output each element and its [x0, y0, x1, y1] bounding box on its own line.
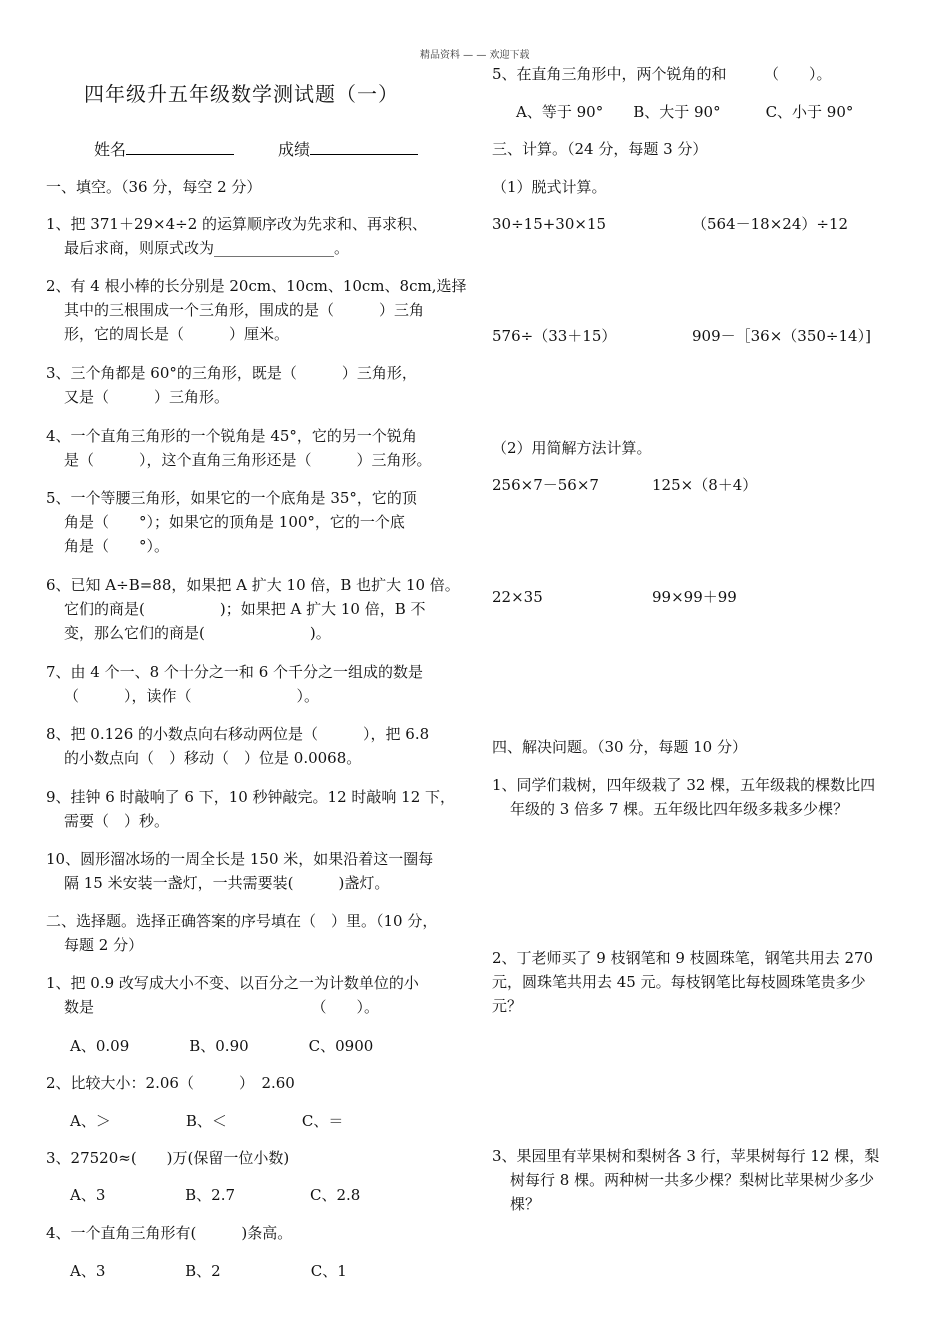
name-label: 姓名	[94, 140, 127, 159]
left-text-line: 它们的商是( )；如果把 A 扩大 10 倍，B 不	[64, 600, 426, 618]
left-text-line: 4、一个直角三角形有( )条高。	[46, 1224, 293, 1242]
right-text-line: 四、解决问题。（30 分，每题 10 分）	[492, 738, 747, 756]
score-blank	[310, 138, 418, 155]
left-text-line: 6、已知 A÷B=88，如果把 A 扩大 10 倍，B 也扩大 10 倍。	[46, 576, 460, 594]
left-text-line: A、＞ B、＜ C、＝	[70, 1112, 344, 1130]
right-text-line: 树每行 8 棵。两种树一共多少棵？梨树比苹果树少多少	[510, 1171, 875, 1189]
left-text-line: 1、把 371＋29×4÷2 的运算顺序改为先求和、再求积、	[46, 215, 428, 233]
left-text-line: 隔 15 米安装一盏灯，一共需要装( )盏灯。	[64, 874, 390, 892]
left-text-line: 变，那么它们的商是( )。	[64, 624, 331, 642]
left-text-line: 一、填空。（36 分，每空 2 分）	[46, 178, 262, 196]
right-text-line: 元？	[492, 997, 523, 1015]
left-text-line: 每题 2 分）	[64, 936, 144, 954]
watermark-text: 精品资料 — — 欢迎下载	[420, 50, 530, 61]
left-text-line: 需要（ ）秒。	[64, 812, 170, 830]
left-text-line: 10、圆形溜冰场的一周全长是 150 米，如果沿着这一圈每	[46, 850, 434, 868]
right-text-line: 年级的 3 倍多 7 棵。五年级比四年级多栽多少棵？	[510, 800, 849, 818]
right-text-line: A、等于 90° B、大于 90° C、小于 90°	[516, 103, 854, 121]
left-text-line: 2、有 4 根小棒的长分别是 20cm、10cm、10cm、8cm,选择	[46, 277, 467, 295]
left-text-line: 最后求商，则原式改为________________。	[64, 239, 350, 257]
left-text-line: 9、挂钟 6 时敲响了 6 下，10 秒钟敲完。12 时敲响 12 下，	[46, 788, 456, 806]
right-text-line: （2）用简解方法计算。	[492, 439, 652, 457]
left-text-line: A、3 B、2 C、1	[70, 1262, 347, 1280]
left-text-line: 3、27520≈( )万(保留一位小数)	[46, 1149, 290, 1167]
right-text-line: 576÷（33＋15）	[492, 327, 617, 345]
left-text-line: 数是 （ ）。	[64, 998, 380, 1016]
right-text-line: 3、果园里有苹果树和梨树各 3 行，苹果树每行 12 棵，梨	[492, 1147, 880, 1165]
right-text-line: 909－［36×（350÷14）]	[692, 327, 871, 345]
left-text-line: A、0.09 B、0.90 C、0900	[70, 1037, 374, 1055]
left-text-line: 8、把 0.126 的小数点向右移动两位是（ ），把 6.8	[46, 725, 430, 743]
left-text-line: 7、由 4 个一、8 个十分之一和 6 个千分之一组成的数是	[46, 663, 424, 681]
right-text-line: 棵？	[510, 1195, 541, 1213]
right-text-line: （1）脱式计算。	[492, 178, 607, 196]
left-text-line: 角是（ °）；如果它的顶角是 100°，它的一个底	[64, 513, 405, 531]
left-text-line: 3、三个角都是 60°的三角形，既是（ ）三角形，	[46, 364, 417, 382]
left-text-line: 5、一个等腰三角形，如果它的一个底角是 35°，它的顶	[46, 489, 417, 507]
left-text-line: （ ），读作（ ）。	[64, 687, 320, 705]
right-text-line: 256×7－56×7	[492, 476, 599, 494]
left-text-line: 的小数点向（ ）移动（ ）位是 0.0068。	[64, 749, 362, 767]
left-text-line: 是（ ），这个直角三角形还是（ ）三角形。	[64, 451, 432, 469]
left-text-line: 其中的三根围成一个三角形，围成的是（ ）三角	[64, 301, 425, 319]
right-text-line: 99×99＋99	[652, 588, 737, 606]
left-text-line: 1、把 0.9 改写成大小不变、以百分之一为计数单位的小	[46, 974, 419, 992]
left-text-line: 角是（ °）。	[64, 537, 170, 555]
right-text-line: （564－18×24）÷12	[692, 215, 849, 233]
right-text-line: 三、计算。（24 分，每题 3 分）	[492, 140, 708, 158]
left-text-line: 2、比较大小：2.06（ ） 2.60	[46, 1074, 295, 1092]
right-text-line: 1、同学们栽树，四年级栽了 32 棵，五年级栽的棵数比四	[492, 776, 876, 794]
page-title: 四年级升五年级数学测试题（一）	[84, 82, 399, 106]
score-label: 成绩	[278, 140, 311, 159]
name-score-row	[94, 137, 418, 160]
name-blank	[126, 138, 234, 155]
left-text-line: 形，它的周长是（ ）厘米。	[64, 325, 290, 343]
left-text-line: 4、一个直角三角形的一个锐角是 45°，它的另一个锐角	[46, 427, 417, 445]
right-text-line: 元，圆珠笔共用去 45 元。每枝钢笔比每枝圆珠笔贵多少	[492, 973, 866, 991]
left-text-line: 又是（ ）三角形。	[64, 388, 230, 406]
right-text-line: 22×35	[492, 588, 543, 606]
right-text-line: 30÷15+30×15	[492, 215, 607, 233]
right-text-line: 2、丁老师买了 9 枝钢笔和 9 枝圆珠笔，钢笔共用去 270	[492, 949, 874, 967]
left-text-line: 二、选择题。选择正确答案的序号填在（ ）里。（10 分，	[46, 912, 438, 930]
right-text-line: 125×（8＋4）	[652, 476, 758, 494]
right-text-line: 5、在直角三角形中，两个锐角的和 （ ）。	[492, 65, 832, 83]
left-text-line: A、3 B、2.7 C、2.8	[70, 1186, 361, 1204]
